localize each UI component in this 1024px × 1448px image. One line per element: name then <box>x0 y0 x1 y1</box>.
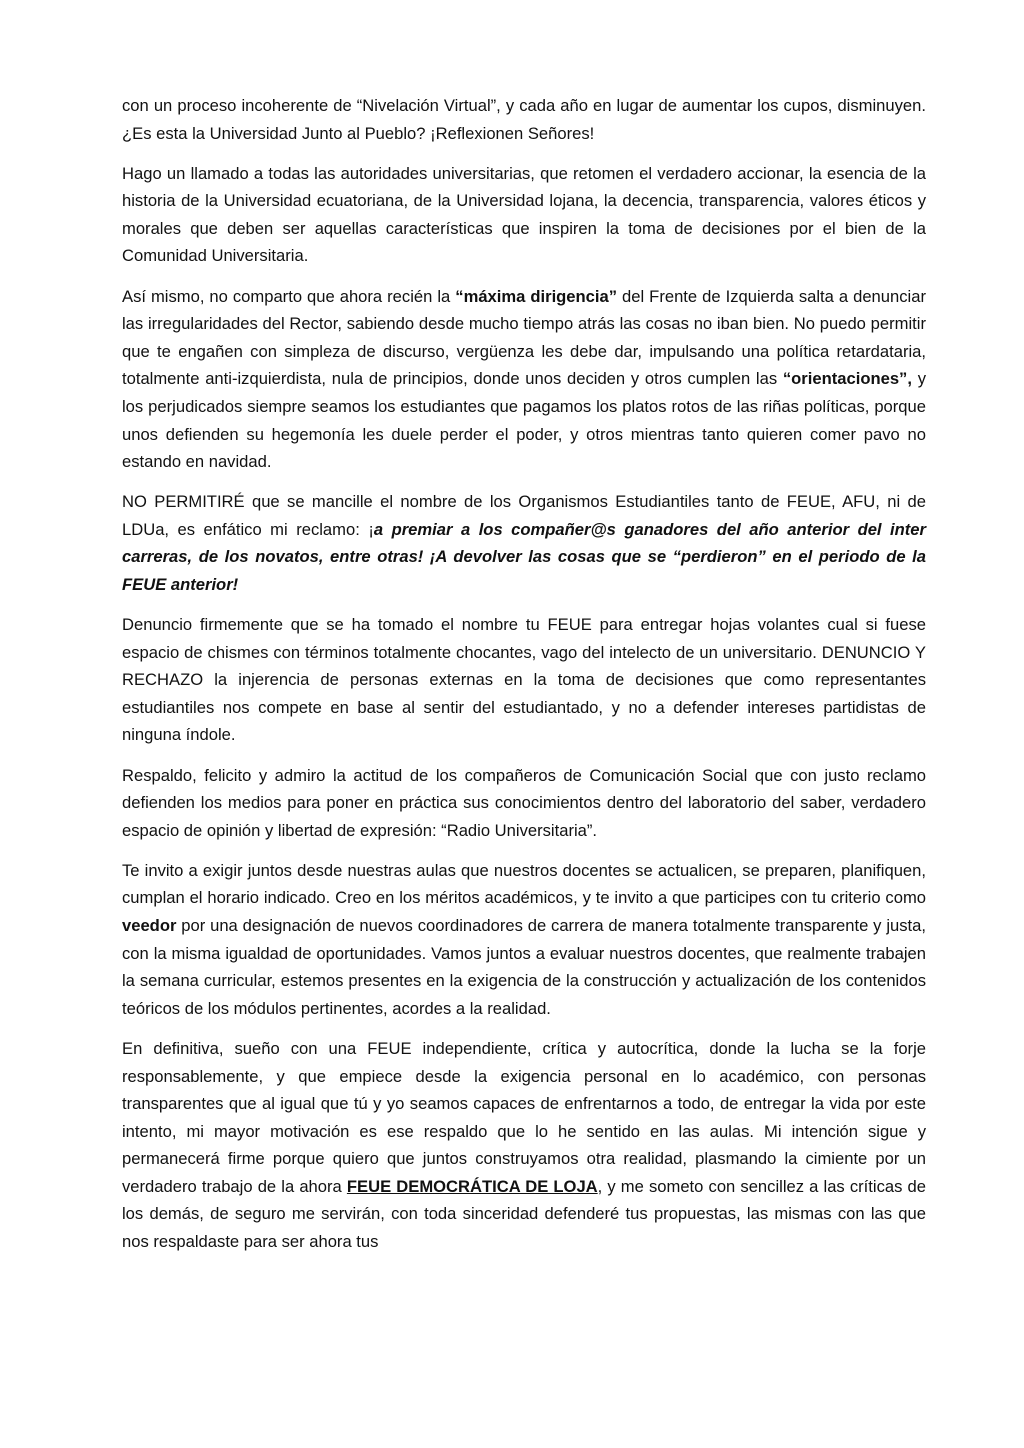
paragraph-text: Te invito a exigir juntos desde nuestras aulas que nuestros docentes se actualicen, se preparen, planifiquen, cumplan el horario indicado. Creo en los méritos académicos, y te invito a que participes con tu criterio como <box>122 860 926 908</box>
paragraph-text: NO PERMITIRÉ que se mancille el nombre de los Organismos Estudiantiles tanto de FEUE, AFU, ni de LDUa, es enfático mi reclamo: ¡ <box>122 492 926 539</box>
bold-italic-demand: a premiar a los compañer@s ganadores del año anterior del inter carreras, de los novatos, entre otras! ¡A devolver las cosas que se “perdieron” en el periodo de la FEUE anterior! <box>122 519 926 594</box>
paragraph-text: En definitiva, sueño con una FEUE independiente, crítica y autocrítica, donde la lucha se la forje responsablemente, y que empiece desde la exigencia personal en lo académico, con personas transparentes que al igual que tú y yo seamos capaces de enfrentarnos a todo, de entregar la vida por este intento, mi mayor motivación es ese respaldo que lo he sentido en las aulas. Mi intención sigue y permanecerá firme porque quiero que juntos construyamos otra realidad, plasmando la cimiente por un verdadero trabajo de la ahora <box>122 1038 926 1196</box>
paragraph-6 <box>122 762 926 845</box>
bold-phrase-maxima-dirigencia: “máxima dirigencia” <box>455 286 618 306</box>
paragraph-text: Denuncio firmemente que se ha tomado el nombre tu FEUE para entregar hojas volantes cual si fuese espacio de chismes con términos totalmente chocantes, vago del intelecto de un universitario. DENUNCIO Y RECHAZO la injerencia de personas externas en la toma de decisiones que como representantes estudiantiles nos compete en base al sentir del estudiantado, y no a defender intereses partidistas de ninguna índole. <box>122 615 926 745</box>
paragraph-text: y los perjudicados siempre seamos los estudiantes que pagamos los platos rotos de las riñas políticas, porque unos defienden su hegemonía les duele perder el poder, y otros mientras tanto quieren comer pavo no estando en navidad. <box>122 369 926 472</box>
paragraph-text: , y me someto con sencillez a las críticas de los demás, de seguro me servirán, con toda sinceridad defenderé tus propuestas, las mismas con las que nos respaldaste para ser ahora tus <box>122 1176 926 1252</box>
paragraph-8 <box>122 1035 926 1256</box>
paragraph-3 <box>122 283 926 476</box>
bold-phrase-orientaciones: “orientaciones”, <box>782 369 912 389</box>
paragraph-text: Hago un llamado a todas las autoridades universitarias, que retomen el verdadero accionar, la esencia de la historia de la Universidad ecuatoriana, de la Universidad lojana, la decencia, transparencia, valores éticos y morales que deben ser aquellas características que inspiren la toma de decisiones por el bien de la Comunidad Universitaria. <box>122 163 926 266</box>
bold-word-veedor: veedor <box>122 916 177 936</box>
paragraph-text: por una designación de nuevos coordinadores de carrera de manera totalmente transparente y justa, con la misma igualdad de oportunidades. Vamos juntos a evaluar nuestros docentes, que realmente trabajen la semana curricular, estemos presentes en la exigencia de la construcción y actualización de los contenidos teóricos de los módulos pertinentes, acordes a la realidad. <box>122 916 926 1018</box>
document-page <box>122 92 926 1268</box>
paragraph-5 <box>122 611 926 749</box>
underlined-feue-democratica: FEUE DEMOCRÁTICA DE LOJA <box>346 1176 598 1196</box>
paragraph-4 <box>122 488 926 598</box>
paragraph-1 <box>122 92 926 147</box>
paragraph-7 <box>122 857 926 1023</box>
paragraph-text: del Frente de Izquierda salta a denunciar las irregularidades del Rector, sabiendo desde mucho tiempo atrás las cosas no iban bien. No puedo permitir que te engañen con simpleza de discurso, vergüenza les debe dar, impulsando una política retardataria, totalmente anti-izquierdista, nula de principios, donde unos deciden y otros cumplen las <box>122 286 926 389</box>
paragraph-text: Así mismo, no comparto que ahora recién la <box>122 286 456 306</box>
paragraph-text: con un proceso incoherente de “Nivelación Virtual”, y cada año en lugar de aumentar los cupos, disminuyen. ¿Es esta la Universidad Junto al Pueblo? ¡Reflexionen Señores! <box>122 96 926 143</box>
paragraph-2 <box>122 160 926 270</box>
paragraph-text: Respaldo, felicito y admiro la actitud de los compañeros de Comunicación Social que con justo reclamo defienden los medios para poner en práctica sus conocimientos dentro del laboratorio del saber, verdadero espacio de opinión y libertad de expresión: “Radio Universitaria”. <box>122 765 926 840</box>
